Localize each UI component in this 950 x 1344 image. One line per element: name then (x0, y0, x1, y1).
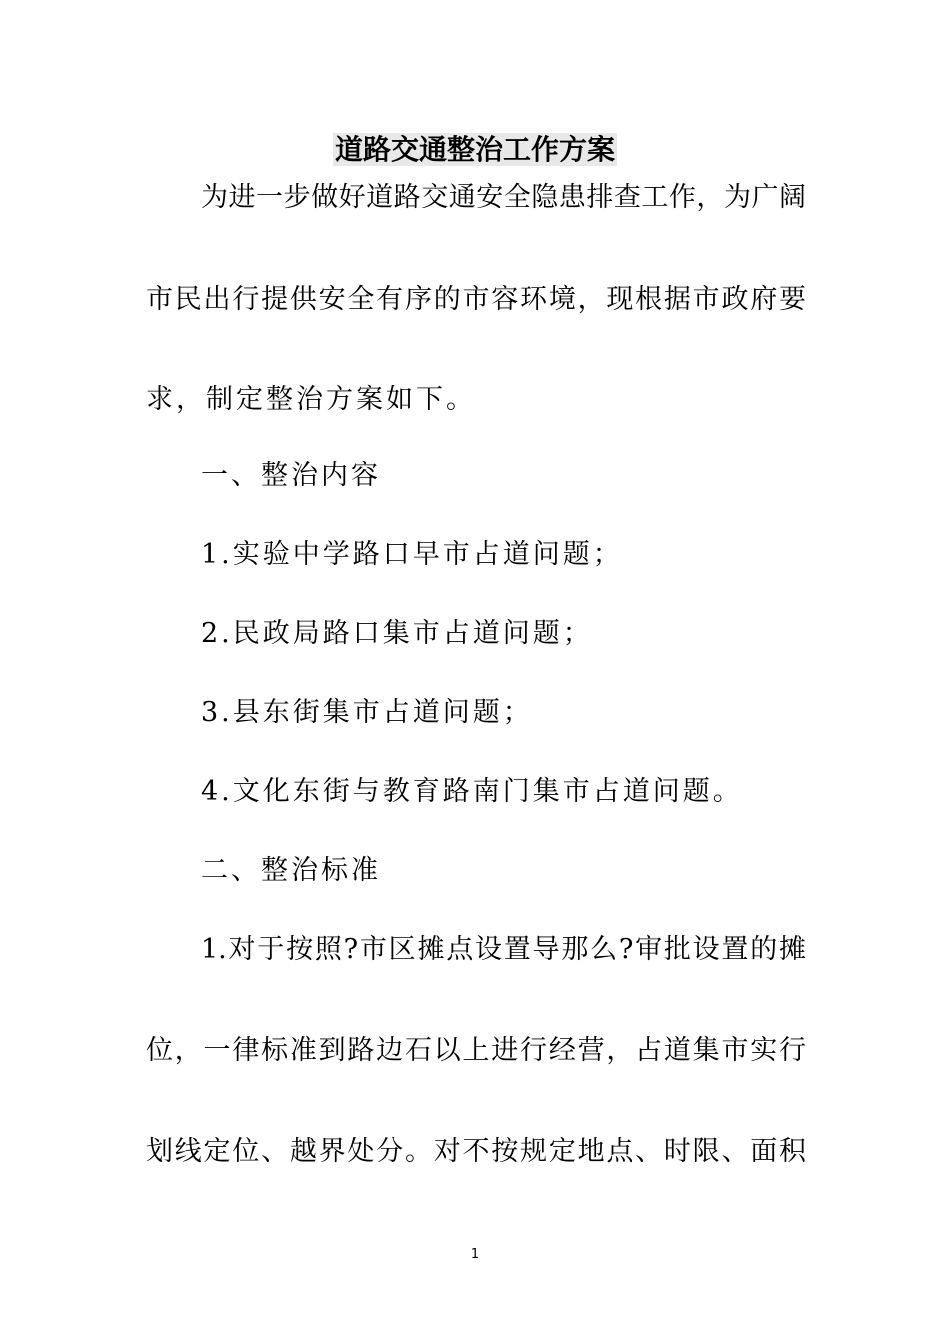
section-heading: 一、整治内容 (201, 460, 381, 491)
document-title: 道路交通整治工作方案 (334, 133, 615, 166)
list-item: 1.实验中学路口早市占道问题； (201, 539, 623, 570)
paragraph-line: 求，制定整治方案如下。 (146, 384, 476, 415)
paragraph-line: 为进一步做好道路交通安全隐患排查工作，为广阔 (201, 182, 806, 213)
list-item: 3.县东街集市占道问题； (201, 697, 533, 728)
page-number: 1 (470, 1247, 480, 1262)
paragraph-line: 市民出行提供安全有序的市容环境，现根据市政府要 (146, 284, 806, 315)
paragraph-line: 1.对于按照?市区摊点设置导那么?审批设置的摊 (201, 934, 806, 965)
list-item: 4.文化东街与教育路南门集市占道问题。 (201, 776, 743, 807)
paragraph-line: 位，一律标准到路边石以上进行经营，占道集市实行 (146, 1035, 806, 1066)
section-heading: 二、整治标准 (201, 855, 381, 886)
list-item: 2.民政局路口集市占道问题； (201, 618, 593, 649)
paragraph-line: 划线定位、越界处分。对不按规定地点、时限、面积 (146, 1136, 806, 1167)
